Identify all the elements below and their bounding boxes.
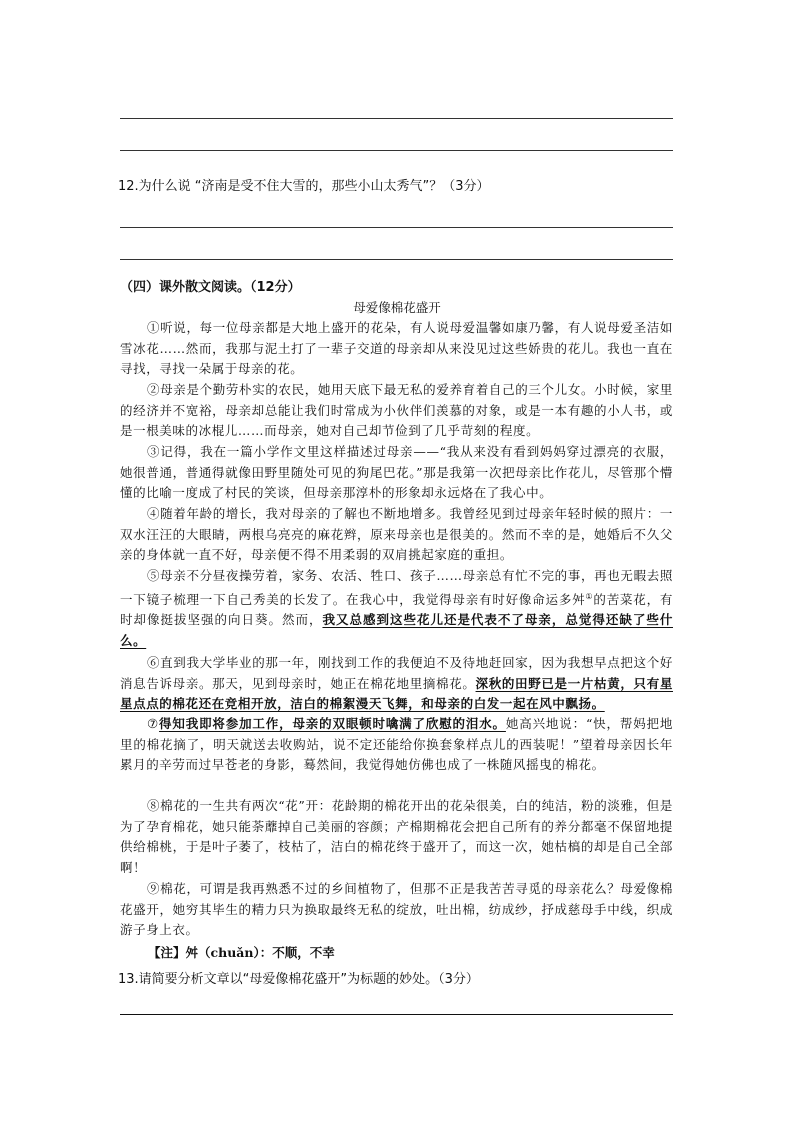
paragraph-6-emphasis: 深秋的田野已是一片枯黄，只有星星点点的棉花还在竞相开放，洁白的棉絮漫天飞舞，和母亲的白发一起在风中飘扬。 xyxy=(120,675,673,711)
paragraph-5-emphasis: 我又总感到这些花儿还是代表不了母亲，总觉得还缺了些什么。 xyxy=(120,612,673,648)
paragraph-8: ⑧棉花的一生共有两次“花”开：花龄期的棉花开出的花朵很美，白的纯洁，粉的淡雅，但是为了孕育棉花，她只能荼蘼掉自己美丽的容颜；产棉期棉花会把自己所有的养分都毫不保留地提供给棉桃，于是叶子萎了，枝枯了，洁白的棉花终于盛开了，而这一次，她枯槁的却是自己全部啊！ xyxy=(120,798,673,875)
paragraph-9: ⑨棉花，可谓是我再熟悉不过的乡间植物了，但那不正是我苦苦寻觅的母亲花么？母爱像棉花盛开，她穷其毕生的精力只为换取最终无私的绽放，吐出棉，纺成纱，抒成慈母手中线，织成游子身上衣。 xyxy=(120,881,673,937)
answer-line-1 xyxy=(120,118,673,119)
paragraph-6-text: ⑥直到我大学毕业的那一年，刚找到工作的我便迫不及待地赶回家，因为我想早点把这个好消息告诉母亲。那天，见到母亲时，她正在棉花地里摘棉花。 xyxy=(120,655,673,691)
paragraph-5 xyxy=(120,566,673,651)
paragraph-6 xyxy=(120,653,673,715)
answer-line-3 xyxy=(120,227,673,228)
section-heading: （四）课外散文阅读。（12分） xyxy=(120,280,301,295)
question-13: 13.请简要分析文章以“母爱像棉花盛开”为标题的妙处。（3分） xyxy=(118,972,479,987)
answer-line-5 xyxy=(120,1014,673,1015)
answer-line-2 xyxy=(120,150,673,151)
paragraph-3: ③记得，我在一篇小学作文里这样描述过母亲——“我从来没有看到妈妈穿过漂亮的衣服，她很普通，普通得就像田野里随处可见的狗尾巴花。”那是我第一次把母亲比作花儿，尽管那个懵懂的比喻一度成了村民的笑谈，但母亲那淳朴的形象却永远烙在了我心中。 xyxy=(120,444,673,500)
paragraph-1: ①听说，每一位母亲都是大地上盛开的花朵，有人说母爱温馨如康乃馨，有人说母爱圣洁如雪冰花……然而，我那与泥土打了一辈子交道的母亲却从来没见过这些娇贵的花儿。我也一直在寻找，寻找一朵属于母亲的花。 xyxy=(120,320,673,376)
paragraph-2: ②母亲是个勤劳朴实的农民，她用天底下最无私的爱养育着自己的三个儿女。小时候，家里的经济并不宽裕，母亲却总能让我们时常成为小伙伴们羡慕的对象，或是一本有趣的小人书，或是一根美味的冰棍儿……而母亲，她对自己却节俭到了几乎苛刻的程度。 xyxy=(120,382,673,438)
paragraph-7-number: ⑦ xyxy=(147,716,160,731)
answer-line-4 xyxy=(120,259,673,260)
footnote: 【注】舛（chuǎn）：不顺，不幸 xyxy=(148,945,335,960)
paragraph-7-text: 她高兴地说：“快，帮妈把地里的棉花摘了，明天就送去收购站，说不定还能给你换套象样点儿的西装呢！”望着母亲因长年累月的辛劳而过早苍老的身影，蓦然间，我觉得她仿佛也成了一株随风摇曳的棉花。 xyxy=(120,716,673,772)
question-12: 12.为什么说 “济南是受不住大雪的，那些小山太秀气”？（3分） xyxy=(118,179,490,194)
paragraph-4: ④随着年龄的增长，我对母亲的了解也不断地增多。我曾经见到过母亲年轻时候的照片：一双水汪汪的大眼睛，两根乌亮亮的麻花辫，原来母亲也是很美的。然而不幸的是，她婚后不久父亲的身体就一直不好，母亲便不得不用柔弱的双肩挑起家庭的重担。 xyxy=(120,506,673,562)
paragraph-7-emphasis: 得知我即将参加工作，母亲的双眼顿时噙满了欣慰的泪水。 xyxy=(159,716,506,731)
paragraph-7 xyxy=(120,714,673,776)
footnote-marker: ① xyxy=(585,591,594,601)
paragraph-5-text-b: 的苦菜花，有时却像挺拔坚强的向日葵。然而， xyxy=(120,591,673,628)
article-title: 母爱像棉花盛开 xyxy=(353,300,441,315)
paragraph-5-text-a: ⑤母亲不分昼夜操劳着，家务、农活、牲口、孩子……母亲总有忙不完的事，再也无暇去照一下镜子梳理一下自己秀美的长发了。在我心中，我觉得母亲有时好像命运多舛 xyxy=(120,568,673,607)
